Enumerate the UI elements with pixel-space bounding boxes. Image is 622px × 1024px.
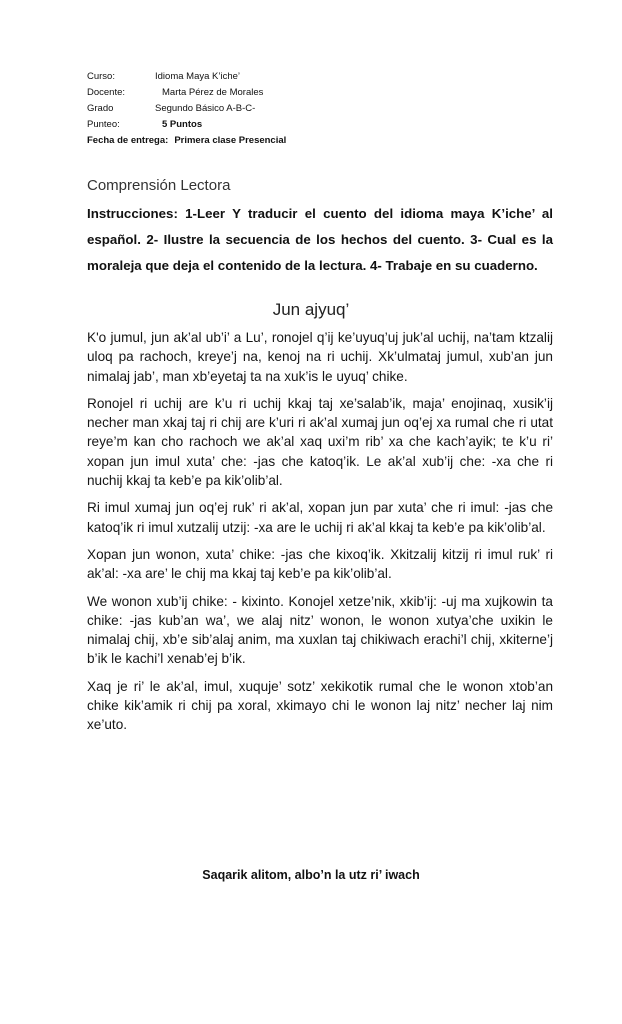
document-header (87, 69, 286, 149)
story-paragraph: Xaq je ri’ le ak’al, imul, xuquje’ sotz’ xekikotik rumal che le wonon xtob’an chike kik’amik ri chij pa xoral, xkimayo chi le wonon laj nitz’ necher laj nim xe’uto. (87, 678, 553, 733)
due-date-value: Primera clase Presencial (174, 135, 287, 146)
header-row-course (87, 69, 286, 85)
course-label: Curso: (87, 71, 115, 82)
story-paragraph: We wonon xub’ij chike: - kixinto. Konojel xetze’nik, xkib’ij: -uj ma xujkowin ta chike: -jas kub’an wa’, we alaj nitz’ wonon, le wonon xutya’che uxikin le nimalaj chij, xb’e sib’alaj anim, ma xuxlan taj chikiwach erachi’l chij, xkiterne’j b’ik le kachi’l xenab’ej b’ik. (87, 593, 553, 667)
header-row-score (87, 117, 286, 133)
story-paragraph: Ronojel ri uchij are k’u ri uchij kkaj taj xe’salab’ik, maja’ enojinaq, xusik’ij necher man xkaj taj ri chij are k’uri ri ak’al xumaj jun oq’ej xa rumal che ri utat reye’m kan cho rachoch we ak’al xaq uxi’m rib’ xa che kach’ayik; te k’u ri’ xopan jun imul xuta’ che: -jas che katoq’ik. Le ak’al xub’ij che: -xa che ri nuchij kkaj ta keb’e pa kik’olib’al. (87, 395, 553, 489)
course-value: Idioma Maya K’iche’ (155, 71, 241, 82)
header-row-teacher (87, 85, 286, 101)
grade-value: Segundo Básico A-B-C- (155, 103, 256, 114)
teacher-value: Marta Pérez de Morales (162, 87, 264, 98)
score-value: 5 Puntos (162, 119, 203, 130)
story-title: Jun ajyuq’ (272, 300, 350, 319)
header-row-grade (87, 101, 286, 117)
grade-label: Grado (87, 103, 114, 114)
score-label: Punteo: (87, 119, 120, 130)
story-paragraph: K'o jumul, jun ak’al ub’i’ a Lu’, ronojel q’ij ke’uyuq’uj juk’al uchij, na’tam ktzalij uloq pa rachoch, kreye’j na, kenoj na ri uchij. Xk’ulmataj jumul, xub’an jun nimalaj jab’, man xb’eyetaj ta na xuk’is le uyuq’ chike. (87, 330, 553, 384)
section-title: Comprensión Lectora (87, 177, 231, 194)
closing-line: Saqarik alitom, albo’n la utz ri’ iwach (202, 868, 420, 882)
story-body (87, 328, 553, 743)
due-date-label: Fecha de entrega: (87, 135, 169, 146)
teacher-label: Docente: (87, 87, 126, 98)
story-paragraph: Xopan jun wonon, xuta’ chike: -jas che kixoq’ik. Xkitzalij kitzij ri imul ruk’ ri ak’al: -xa are’ le chij ma kkaj taj keb’e pa kik’olib’al. (87, 546, 553, 582)
instructions-text: Instrucciones: 1-Leer Y traducir el cuento del idioma maya K’iche’ al español. 2- Ilustre la secuencia de los hechos del cuento. 3- Cual es la moraleja que deja el contenido de la lectura. 4- Trabaje en su cuaderno. (87, 206, 553, 273)
story-paragraph: Ri imul xumaj jun oq’ej ruk’ ri ak’al, xopan jun par xuta’ che ri imul: -jas che katoq’ik ri imul xutzalij utzij: -xa are le uchij ri ak’al kkaj ta keb’e pa kik’olib’al. (87, 500, 553, 535)
header-row-due-date (87, 133, 286, 149)
